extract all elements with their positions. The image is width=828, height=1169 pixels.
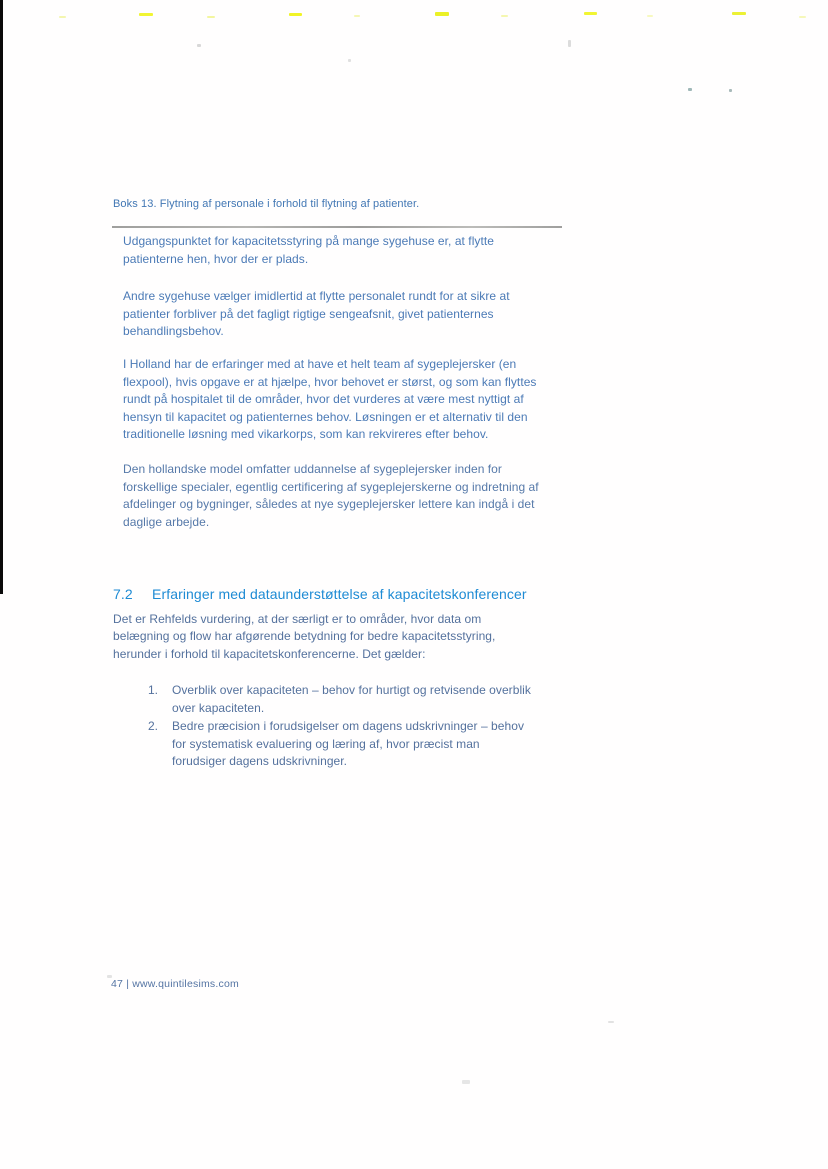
scan-speck: [584, 12, 597, 15]
scan-speck: [688, 88, 692, 91]
list-item: [148, 718, 578, 771]
scan-speck: [139, 13, 153, 16]
page-footer: 47 | www.quintilesims.com: [111, 978, 239, 990]
box-paragraph-1: Udgangspunktet for kapacitetsstyring på mange sygehuse er, at flytte patienterne hen, hvor der er plads.: [123, 234, 494, 266]
box-caption: Boks 13. Flytning af personale i forhold til flytning af patienter.: [113, 198, 420, 210]
list-item-text: Bedre præcision i forudsigelser om dagens udskrivninger – behov for systematisk evaluering og læring af, hvor præcist man forudsiger dagens udskrivninger.: [172, 719, 525, 769]
scan-speck: [354, 15, 360, 17]
box-rule: [112, 226, 562, 228]
scan-speck: [289, 13, 302, 16]
list-item-number: 1.: [148, 683, 159, 697]
list-item-number: 2.: [148, 719, 159, 734]
scan-speck: [729, 89, 732, 92]
scan-speck: [608, 1021, 614, 1023]
scan-edge-artifact: [0, 0, 3, 594]
numbered-list: [148, 682, 578, 772]
section-intro-paragraph: Det er Rehfelds vurdering, at der særligt er to områder, hvor data om belægning og flow har afgørende betydning for bedre kapacitetsstyring, herunder i forhold til kapacitetskonferencerne. Det gælder:: [113, 612, 496, 661]
scan-speck: [59, 16, 66, 18]
section-number: 7.2: [113, 586, 133, 602]
section-title: Erfaringer med dataunderstøttelse af kapacitetskonferencer: [152, 586, 527, 602]
scan-speck: [732, 12, 746, 15]
section-heading: [113, 586, 527, 602]
scan-speck: [462, 1080, 470, 1084]
scan-speck: [501, 15, 508, 17]
scan-speck: [799, 16, 806, 18]
list-item-text: Overblik over kapaciteten – behov for hurtigt og retvisende overblik over kapaciteten.: [172, 683, 531, 715]
list-item: [148, 682, 578, 717]
scan-speck: [348, 59, 351, 62]
box-paragraph-3: I Holland har de erfaringer med at have et helt team af sygeplejersker (en flexpool), hvis opgave er at hjælpe, hvor behovet er størst, og som kan flyttes rundt på hospitalet til de områder, hvor det vurderes at være mest nyttigt af hensyn til kapacitet og patienternes behov. Løsningen er et alternativ til den traditionelle løsning med vikarkorps, som kan rekvireres efter behov.: [123, 357, 537, 442]
box-paragraph-4: Den hollandske model omfatter uddannelse af sygeplejersker inden for forskellige specialer, egentlig certificering af sygeplejerskerne og indretning af afdelinger og bygninger, således at nye sygeplejersker lettere kan indgå i det daglige arbejde.: [123, 462, 539, 529]
box-paragraph-2: Andre sygehuse vælger imidlertid at flytte personalet rundt for at sikre at patienter forbliver på det fagligt rigtige sengeafsnit, givet patienternes behandlingsbehov.: [123, 289, 510, 339]
scan-speck: [197, 44, 201, 47]
scan-speck: [647, 15, 653, 17]
scan-speck: [568, 40, 571, 47]
scan-speck: [435, 12, 449, 16]
scan-speck: [207, 16, 215, 18]
